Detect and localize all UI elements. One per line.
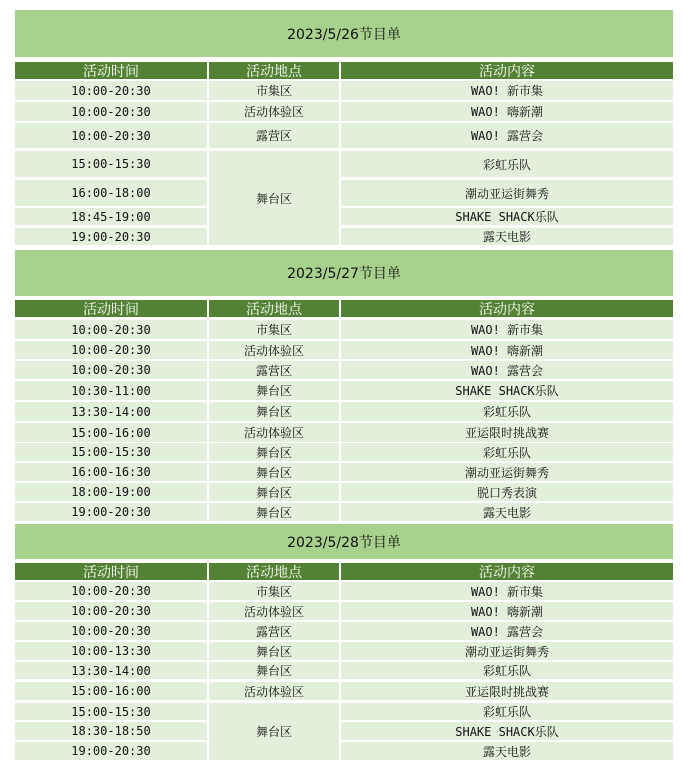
place-cell: 舞台区 — [209, 662, 339, 679]
activity-cell: WAO! 嗨新潮 — [341, 341, 673, 359]
time-cell: 10:00-20:30 — [15, 320, 207, 339]
activity-cell: 潮动亚运街舞秀 — [341, 463, 673, 481]
time-cell: 10:00-20:30 — [15, 341, 207, 359]
activity-cell: 潮动亚运街舞秀 — [341, 180, 673, 206]
activity-cell: 亚运限时挑战赛 — [341, 682, 673, 700]
place-cell: 舞台区 — [209, 402, 339, 421]
column-header: 活动内容 — [341, 62, 673, 79]
time-cell: 10:00-20:30 — [15, 622, 207, 640]
activity-cell: 彩虹乐队 — [341, 151, 673, 177]
activity-cell: 彩虹乐队 — [341, 402, 673, 421]
time-cell: 10:00-20:30 — [15, 123, 207, 148]
time-cell: 15:00-16:00 — [15, 682, 207, 700]
time-cell: 16:00-16:30 — [15, 463, 207, 481]
activity-cell: 露天电影 — [341, 228, 673, 245]
time-cell: 18:45-19:00 — [15, 208, 207, 225]
column-header: 活动地点 — [209, 563, 339, 580]
time-cell: 19:00-20:30 — [15, 742, 207, 760]
place-cell: 活动体验区 — [209, 423, 339, 442]
activity-cell: 脱口秀表演 — [341, 483, 673, 501]
time-cell: 13:30-14:00 — [15, 402, 207, 421]
time-cell: 13:30-14:00 — [15, 662, 207, 679]
section-title: 2023/5/27节目单 — [15, 250, 673, 296]
time-cell: 10:00-20:30 — [15, 582, 207, 600]
place-cell: 活动体验区 — [209, 602, 339, 620]
section-title: 2023/5/26节目单 — [15, 10, 673, 57]
place-cell: 舞台区 — [209, 463, 339, 481]
time-cell: 18:30-18:50 — [15, 722, 207, 740]
place-cell: 舞台区 — [209, 642, 339, 660]
time-cell: 10:00-13:30 — [15, 642, 207, 660]
place-cell-merged: 舞台区 — [209, 151, 339, 245]
time-cell: 19:00-20:30 — [15, 228, 207, 245]
activity-cell: 亚运限时挑战赛 — [341, 423, 673, 442]
place-cell: 舞台区 — [209, 381, 339, 400]
activity-cell: WAO! 新市集 — [341, 81, 673, 100]
activity-cell: 露天电影 — [341, 742, 673, 760]
column-header: 活动内容 — [341, 563, 673, 580]
activity-cell: 潮动亚运街舞秀 — [341, 642, 673, 660]
time-cell: 19:00-20:30 — [15, 503, 207, 521]
time-cell: 10:00-20:30 — [15, 81, 207, 100]
time-cell: 15:00-15:30 — [15, 151, 207, 177]
place-cell: 舞台区 — [209, 503, 339, 521]
place-cell: 活动体验区 — [209, 341, 339, 359]
activity-cell: SHAKE SHACK乐队 — [341, 208, 673, 225]
place-cell: 露营区 — [209, 123, 339, 148]
column-header: 活动地点 — [209, 300, 339, 317]
activity-cell: WAO! 新市集 — [341, 320, 673, 339]
column-header: 活动时间 — [15, 563, 207, 580]
activity-cell: WAO! 露营会 — [341, 361, 673, 379]
activity-cell: WAO! 露营会 — [341, 622, 673, 640]
activity-cell: SHAKE SHACK乐队 — [341, 722, 673, 740]
place-cell: 市集区 — [209, 81, 339, 100]
activity-cell: WAO! 嗨新潮 — [341, 102, 673, 121]
column-header: 活动地点 — [209, 62, 339, 79]
time-cell: 10:00-20:30 — [15, 361, 207, 379]
time-cell: 10:00-20:30 — [15, 102, 207, 121]
activity-cell: WAO! 露营会 — [341, 123, 673, 148]
time-cell: 10:00-20:30 — [15, 602, 207, 620]
time-cell: 15:00-15:30 — [15, 443, 207, 461]
column-header: 活动时间 — [15, 300, 207, 317]
place-cell: 舞台区 — [209, 443, 339, 461]
place-cell: 露营区 — [209, 361, 339, 379]
time-cell: 15:00-15:30 — [15, 703, 207, 720]
place-cell: 舞台区 — [209, 483, 339, 501]
activity-cell: 彩虹乐队 — [341, 662, 673, 679]
place-cell: 市集区 — [209, 320, 339, 339]
activity-cell: 露天电影 — [341, 503, 673, 521]
place-cell: 活动体验区 — [209, 682, 339, 700]
column-header: 活动时间 — [15, 62, 207, 79]
time-cell: 18:00-19:00 — [15, 483, 207, 501]
activity-cell: SHAKE SHACK乐队 — [341, 381, 673, 400]
time-cell: 10:30-11:00 — [15, 381, 207, 400]
place-cell: 活动体验区 — [209, 102, 339, 121]
time-cell: 15:00-16:00 — [15, 423, 207, 442]
column-header: 活动内容 — [341, 300, 673, 317]
section-title: 2023/5/28节目单 — [15, 524, 673, 559]
time-cell: 16:00-18:00 — [15, 180, 207, 206]
activity-cell: 彩虹乐队 — [341, 443, 673, 461]
activity-cell: WAO! 嗨新潮 — [341, 602, 673, 620]
place-cell-merged: 舞台区 — [209, 703, 339, 760]
place-cell: 露营区 — [209, 622, 339, 640]
activity-cell: WAO! 新市集 — [341, 582, 673, 600]
activity-cell: 彩虹乐队 — [341, 703, 673, 720]
place-cell: 市集区 — [209, 582, 339, 600]
